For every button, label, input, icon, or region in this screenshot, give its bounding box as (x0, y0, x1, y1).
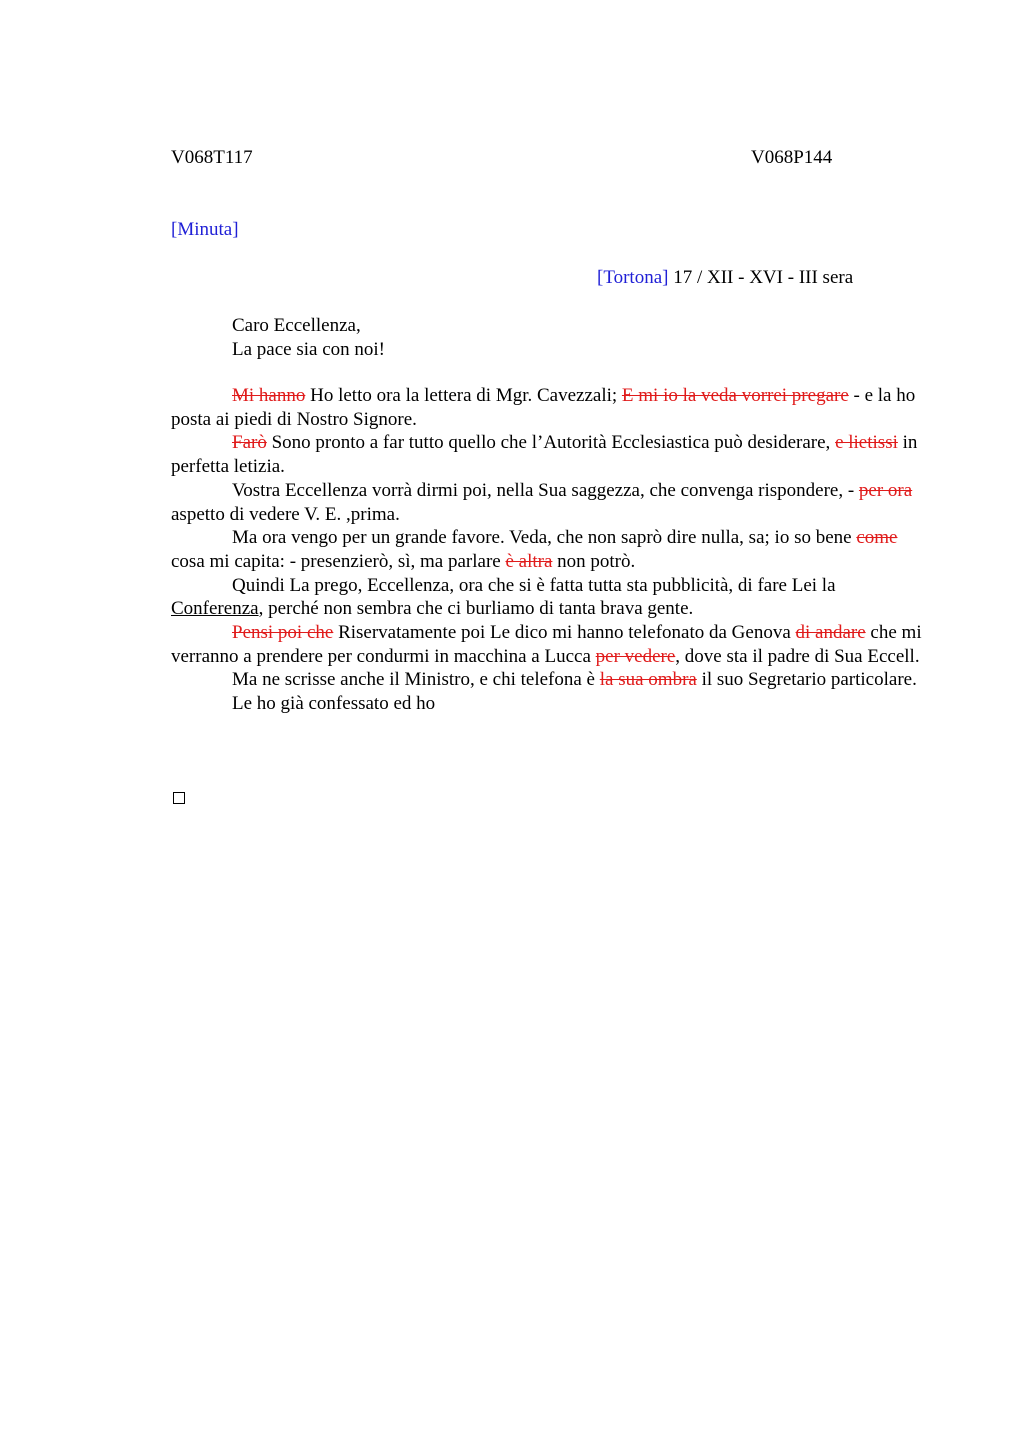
paragraph-2 (171, 431, 931, 478)
paragraph-text: Ma ne scrisse anche il Ministro, e chi telefona è (232, 669, 600, 691)
paragraph-text: Vostra Eccellenza vorrà dirmi poi, nella Sua saggezza, che convenga rispondere, - (232, 479, 859, 501)
deleted-text: Pensi poi che (232, 622, 334, 644)
deleted-text: per ora (858, 479, 913, 501)
deleted-text: la sua ombra (599, 669, 697, 691)
paragraph-text: in perfetta letizia. (171, 432, 918, 478)
document-code-left: V068T117 (171, 147, 253, 168)
paragraph-text: - e la ho posta ai piedi di Nostro Signore. (171, 385, 916, 430)
paragraph-text: Ma ora vengo per un grande favore. Veda, che non saprò dire nulla, sa; io so bene (232, 527, 857, 549)
salutation-line-2: La pace sia con noi! (232, 339, 385, 360)
paragraph-3 (171, 479, 931, 526)
deleted-text: Farò (232, 432, 267, 454)
paragraph-text: Sono pronto a far tutto quello che l’Autorità Ecclesiastica può desiderare, (266, 432, 836, 454)
deleted-text: è altra (505, 550, 553, 572)
checkbox-square-icon (173, 792, 185, 804)
document-code-right: V068P144 (751, 147, 833, 168)
paragraph-text: Riservatamente poi Le dico mi hanno telefonato da Genova (333, 622, 796, 644)
paragraph-text: aspetto di vedere V. E. ,prima. (171, 503, 400, 525)
paragraph-text: non potrò. (552, 550, 636, 572)
paragraph-text: Le ho già confessato ed ho (232, 693, 436, 715)
deleted-text: di andare (795, 622, 866, 644)
paragraph-text: il suo Segretario particolare. (696, 669, 917, 691)
paragraph-text: che mi verranno a prendere per condurmi in macchina a Lucca (171, 622, 922, 667)
paragraph-6 (171, 621, 931, 668)
place-name: [Tortona] (597, 267, 669, 288)
deleted-text: come (856, 527, 898, 549)
deleted-text: E mi io la veda vorrei pregare (621, 385, 849, 406)
deleted-text: e lietissi (835, 432, 898, 454)
paragraph-1 (171, 384, 931, 431)
salutation-line-1: Caro Eccellenza, (232, 315, 361, 336)
paragraph-text: cosa mi capita: - presenzierò, sì, ma parlare (171, 550, 506, 572)
paragraph-text: , perché non sembra che ci burliamo di tanta brava gente. (258, 598, 694, 620)
minuta-label: [Minuta] (171, 219, 239, 240)
paragraph-7 (171, 668, 931, 692)
deleted-text: per vedere (595, 645, 676, 667)
paragraph-8 (171, 692, 931, 716)
underlined-text: Conferenza (171, 598, 259, 620)
paragraph-4 (171, 526, 931, 573)
paragraph-text: Ho letto ora la lettera di Mgr. Cavezzali; (305, 385, 622, 406)
paragraph-text: Quindi La prego, Eccellenza, ora che si è fatta tutta sta pubblicità, di fare Lei la (232, 574, 836, 596)
paragraph-text: , dove sta il padre di Sua Eccell. (675, 645, 920, 667)
place-date (597, 266, 853, 290)
paragraph-5 (171, 574, 931, 621)
deleted-text: Mi hanno (232, 385, 306, 406)
letter-body (171, 384, 931, 716)
date-text: 17 / XII - XVI - III sera (668, 267, 854, 288)
